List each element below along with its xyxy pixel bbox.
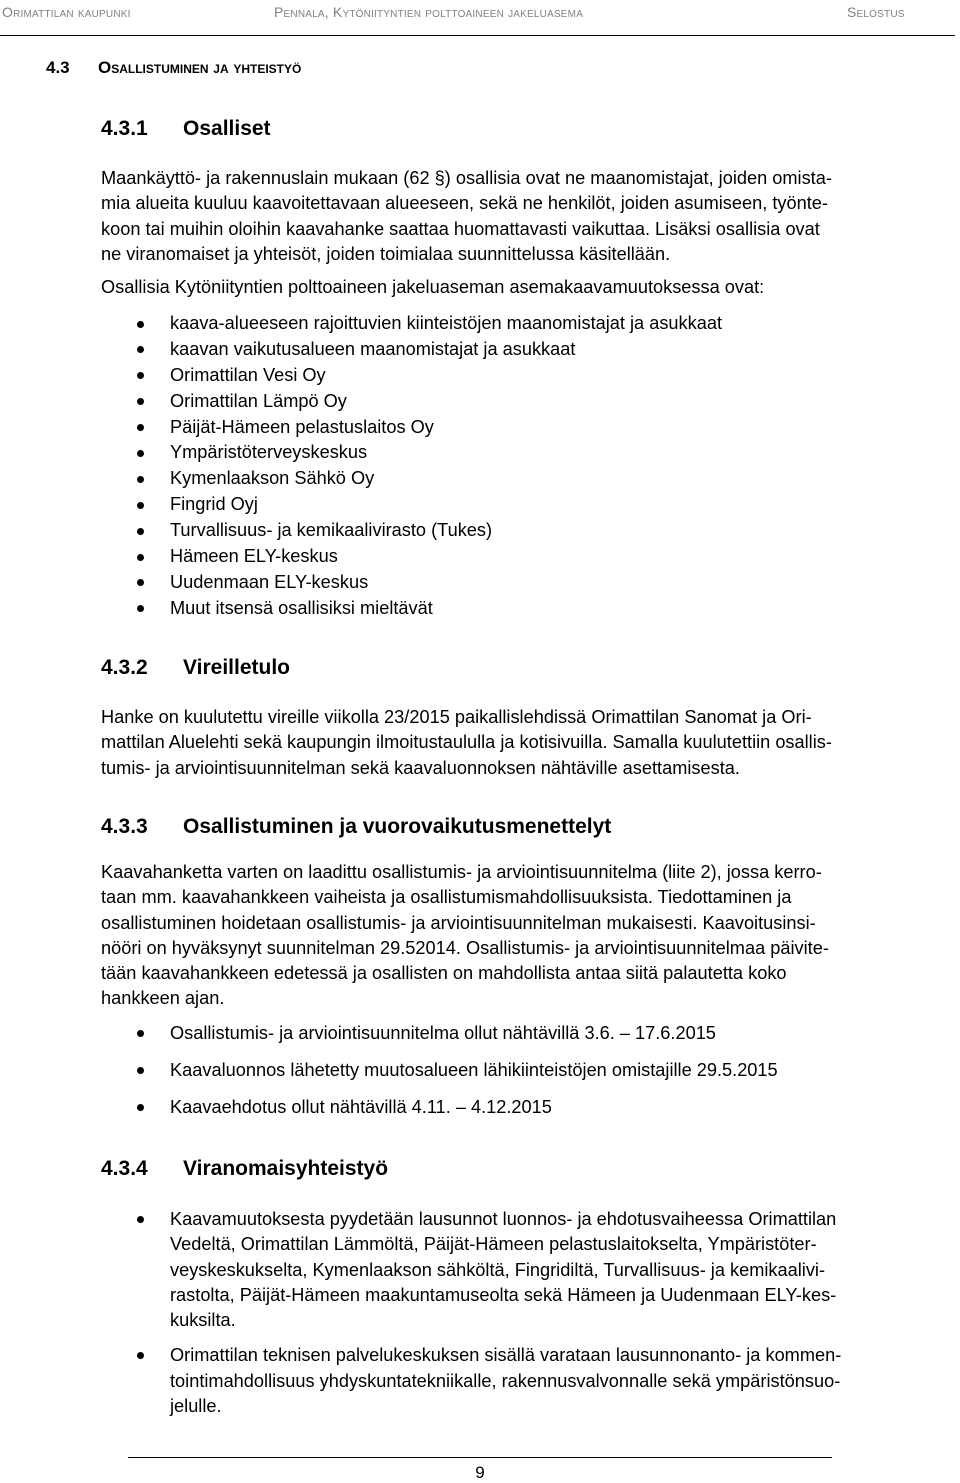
bullet-icon — [137, 579, 144, 586]
bullet-icon — [137, 398, 144, 405]
text-line: rastolta, Päijät-Hämeen maakuntamuseolta sekä Hämeen ja Uudenmaan ELY-kes- — [170, 1284, 837, 1305]
subsection-heading-viranomaisyhteistyo — [101, 1157, 388, 1181]
subsection-title: Viranomaisyhteistyö — [183, 1157, 389, 1180]
list-item: Uudenmaan ELY-keskus — [101, 570, 953, 596]
text-line: Kaavamuutoksesta pyydetään lausunnot luonnos- ja ehdotusvaiheessa Orimattilan — [170, 1209, 837, 1229]
text-line: ne viranomaiset ja yhteisöt, joiden toimialaa suunnittelussa käsitellään. — [101, 243, 671, 264]
list-item: Orimattilan Lämpö Oy — [101, 389, 953, 415]
section-title: Osallistuminen ja yhteistyö — [98, 58, 302, 77]
bullet-icon — [137, 554, 144, 561]
bullet-icon — [137, 528, 144, 535]
subsection-title: Vireilletulo — [183, 656, 290, 679]
list-item: Osallistumis- ja arviointisuunnitelma ollut nähtävillä 3.6. – 17.6.2015 — [101, 1021, 953, 1058]
participation-milestones-list — [101, 1021, 953, 1132]
bullet-icon — [137, 476, 144, 483]
subsection-title: Osalliset — [183, 117, 271, 140]
text-line: tointimahdollisuus yhdyskuntatekniikalle, rakennusvalvonnalle sekä ympäristönsuo- — [170, 1370, 841, 1391]
footer-rule — [128, 1457, 832, 1458]
list-item: Muut itsensä osallisiksi mieltävät — [101, 596, 953, 622]
list-item: Hämeen ELY-keskus — [101, 544, 953, 570]
text-line: nööri on hyväksynyt suunnitelman 29.52014. Osallistumis- ja arviointisuunnitelmaa päivite- — [101, 937, 829, 958]
paragraph-osalliset-intro: Osallisia Kytöniityntien polttoaineen jakeluaseman asemakaavamuutoksessa ovat: — [101, 277, 765, 297]
stakeholder-list — [101, 311, 953, 622]
list-item: Kaavaehdotus ollut nähtävillä 4.11. – 4.12.2015 — [101, 1095, 953, 1132]
list-item: Kaavaluonnos lähetetty muutosalueen lähikiinteistöjen omistajille 29.5.2015 — [101, 1058, 953, 1095]
paragraph-osalliset-definition — [101, 166, 953, 267]
header-municipality: Orimattilan kaupunki — [2, 4, 131, 20]
bullet-icon — [137, 424, 144, 431]
page-number: 9 — [475, 1463, 485, 1482]
list-item: Ympäristöterveyskeskus — [101, 440, 953, 466]
text-line: koon tai muihin oloihin kaavahanke saattaa huomattavasti vaikuttaa. Lisäksi osallisia ovat — [101, 218, 820, 239]
text-line: Vedeltä, Orimattilan Lämmöltä, Päijät-Hämeen pelastuslaitokselta, Ympäristöter- — [170, 1234, 817, 1255]
bullet-icon — [137, 372, 144, 379]
subsection-number: 4.3.3 — [101, 815, 148, 838]
header-document-type: Selostus — [847, 4, 905, 20]
list-item — [101, 1207, 953, 1333]
text-line: taan mm. kaavahankkeen vaiheista ja osallistumismahdollisuuksista. Tiedottaminen ja — [101, 887, 792, 908]
text-line: mia alueita kuuluu kaavoitettavaan alueeseen, sekä ne henkilöt, joiden asumiseen, työnte- — [101, 193, 828, 214]
list-item: Päijät-Hämeen pelastuslaitos Oy — [101, 415, 953, 441]
subsection-heading-vireilletulo — [101, 656, 290, 680]
subsection-number: 4.3.1 — [101, 117, 148, 140]
list-item: Fingrid Oyj — [101, 492, 953, 518]
text-line: hankkeen ajan. — [101, 988, 225, 1009]
bullet-icon — [137, 321, 144, 328]
subsection-number: 4.3.4 — [101, 1157, 148, 1180]
list-item: Kymenlaakson Sähkö Oy — [101, 466, 953, 492]
bullet-icon — [137, 1352, 144, 1359]
subsection-number: 4.3.2 — [101, 656, 148, 679]
list-item: Turvallisuus- ja kemikaalivirasto (Tukes) — [101, 518, 953, 544]
text-line: tumis- ja arviointisuunnitelman sekä kaavaluonnoksen nähtäville asettamisesta. — [101, 757, 740, 778]
subsection-heading-osallistuminen — [101, 815, 611, 839]
text-line: veyskeskukselta, Kymenlaakson sähköltä, Fingridiltä, Turvallisuus- ja kemikaalivi- — [170, 1259, 826, 1280]
bullet-icon — [137, 1216, 144, 1223]
header-rule — [0, 35, 955, 36]
section-number: 4.3 — [46, 58, 70, 77]
bullet-icon — [137, 605, 144, 612]
text-line: mattilan Aluelehti sekä kaupungin ilmoitustaululla ja kotisivuilla. Samalla kuulutettiin osallis- — [101, 732, 832, 753]
subsection-title: Osallistuminen ja vuorovaikutusmenettelyt — [183, 815, 612, 838]
text-line: jelulle. — [170, 1396, 222, 1417]
text-line: Maankäyttö- ja rakennuslain mukaan (62 §) osallisia ovat ne maanomistajat, joiden omista- — [101, 168, 832, 188]
header-project: Pennala, Kytöniityntien polttoaineen jakeluasema — [274, 4, 584, 20]
bullet-icon — [137, 1104, 144, 1111]
page-header — [0, 0, 960, 36]
bullet-icon — [137, 502, 144, 509]
list-item: kaavan vaikutusalueen maanomistajat ja asukkaat — [101, 337, 953, 363]
list-item: Orimattilan Vesi Oy — [101, 363, 953, 389]
paragraph-vireilletulo — [101, 705, 953, 781]
subsection-heading-osalliset — [101, 117, 271, 141]
bullet-icon — [137, 346, 144, 353]
bullet-icon — [137, 1030, 144, 1037]
text-line: Kaavahanketta varten on laadittu osallistumis- ja arviointisuunnitelma (liite 2), jossa kerro- — [101, 862, 822, 882]
list-item: kaava-alueeseen rajoittuvien kiinteistöjen maanomistajat ja asukkaat — [101, 311, 953, 337]
text-line: Orimattilan teknisen palvelukeskuksen sisällä varataan lausunnonanto- ja kommen- — [170, 1345, 842, 1366]
section-heading — [46, 58, 301, 78]
list-item — [101, 1343, 953, 1419]
bullet-icon — [137, 450, 144, 457]
paragraph-osallistuminen — [101, 860, 953, 1012]
text-line: kuksilta. — [170, 1310, 236, 1331]
text-line: tään kaavahankkeen edetessä ja osallisten on mahdollista antaa siitä palautetta koko — [101, 963, 787, 984]
authority-cooperation-list — [101, 1207, 953, 1429]
bullet-icon — [137, 1067, 144, 1074]
text-line: osallistuminen hoidetaan osallistumis- ja arviointisuunnitelman mukaisesti. Kaavoitusinsi- — [101, 912, 816, 933]
text-line: Hanke on kuulutettu vireille viikolla 23/2015 paikallislehdissä Orimattilan Sanomat ja Ori- — [101, 707, 812, 727]
